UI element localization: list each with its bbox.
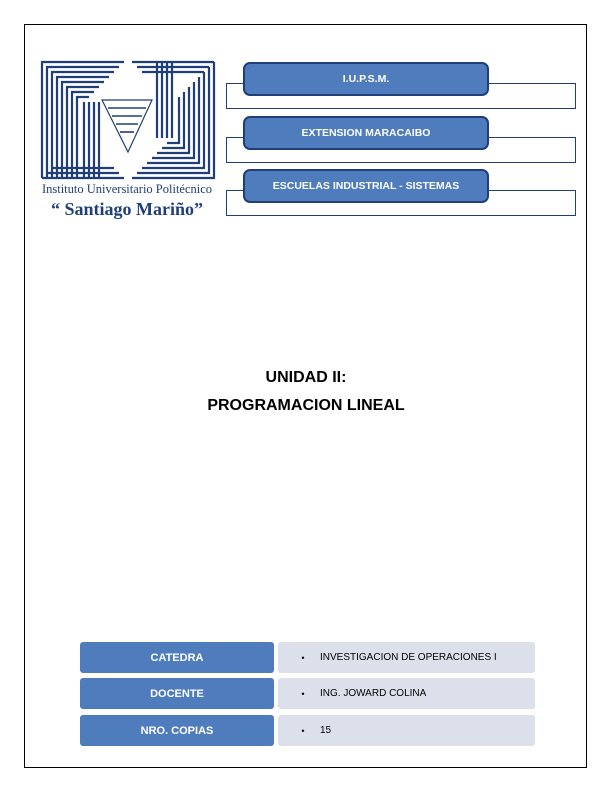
- bullet-icon: •: [301, 652, 305, 663]
- institute-logo: [36, 60, 218, 220]
- bullet-icon: •: [301, 688, 305, 699]
- info-value-copias: [278, 715, 535, 746]
- info-label-copias: NRO. COPIAS: [80, 715, 274, 746]
- header-box-iupsm: I.U.P.S.M.: [243, 62, 489, 96]
- bullet-icon: •: [301, 725, 305, 736]
- info-label-docente: DOCENTE: [80, 678, 274, 709]
- info-value-catedra: [278, 642, 535, 673]
- logo-mark-icon: [40, 60, 216, 180]
- document-title-topic: PROGRAMACION LINEAL: [207, 397, 405, 414]
- header-box-extension: EXTENSION MARACAIBO: [243, 116, 489, 150]
- header-box-escuelas: ESCUELAS INDUSTRIAL - SISTEMAS: [243, 169, 489, 203]
- info-value-docente: [278, 678, 535, 709]
- logo-institute-name: Instituto Universitario Politécnico: [41, 182, 213, 196]
- info-value-text: INVESTIGACION DE OPERACIONES I: [320, 652, 497, 663]
- document-title-unit: UNIDAD II:: [265, 369, 347, 386]
- info-value-text: 15: [320, 725, 332, 736]
- logo-institute-subtitle: “ Santiago Mariño”: [50, 199, 203, 219]
- info-label-catedra: CATEDRA: [80, 642, 274, 673]
- info-value-text: ING. JOWARD COLINA: [320, 688, 427, 699]
